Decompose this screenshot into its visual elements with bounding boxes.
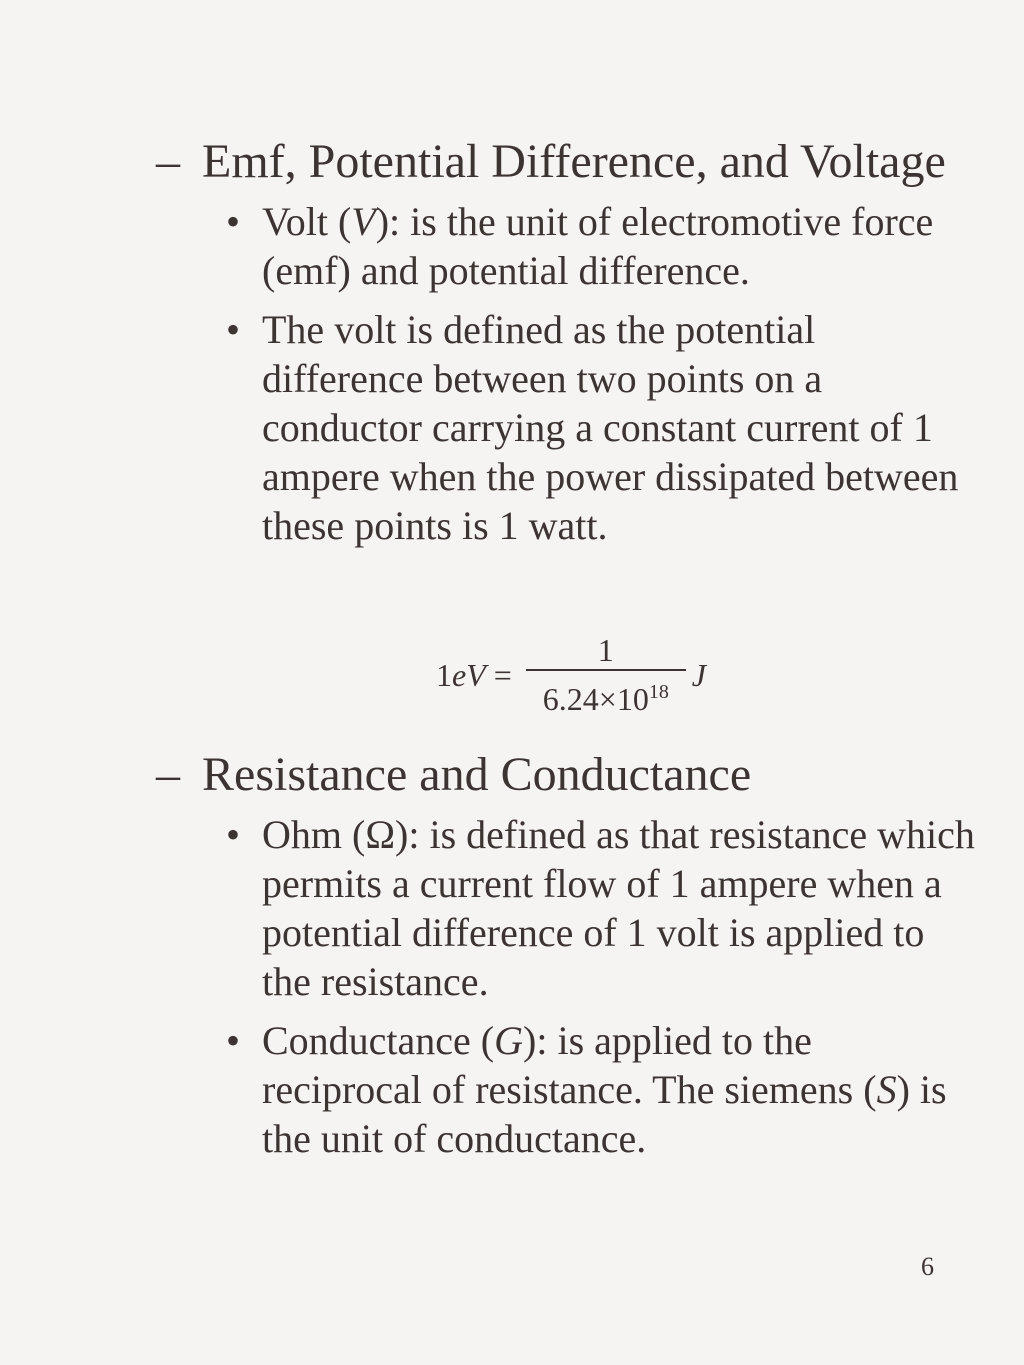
dash-marker: – bbox=[156, 748, 180, 801]
electron-volt-formula bbox=[436, 630, 706, 720]
section-heading bbox=[156, 135, 976, 189]
formula-equals: = bbox=[485, 656, 520, 693]
dash-marker: – bbox=[156, 135, 180, 188]
bullet-dot: • bbox=[226, 307, 241, 352]
section-heading bbox=[156, 748, 976, 802]
bullet-text-mid: ): is applied to the reciprocal of resistance. The siemens ( bbox=[262, 1018, 877, 1112]
bullet-text-post: ): is the unit of electromotive force (emf) and potential difference. bbox=[262, 199, 934, 293]
formula-lhs-unit: eV bbox=[452, 656, 486, 693]
denominator-base: 6.24×10 bbox=[542, 680, 649, 717]
section-resistance-conductance bbox=[156, 748, 976, 1173]
volt-symbol: V bbox=[351, 199, 376, 244]
bullet-ohm-definition bbox=[156, 810, 976, 1006]
bullet-text-pre: Volt ( bbox=[262, 199, 352, 244]
bullet-text-pre: Conductance ( bbox=[262, 1018, 495, 1063]
bullet-text: The volt is defined as the potential difference between two points on a conductor carrying a constant current of 1 ampere when the power dissipated between these points is 1 watt. bbox=[262, 307, 959, 548]
section-emf-voltage bbox=[156, 135, 976, 560]
conductance-symbol: G bbox=[494, 1018, 524, 1063]
denominator-exponent: 18 bbox=[648, 680, 669, 703]
bullet-text-post: ) is the unit of conductance. bbox=[262, 1067, 947, 1161]
bullet-dot: • bbox=[226, 1018, 241, 1063]
formula-numerator: 1 bbox=[597, 631, 614, 668]
formula-fraction bbox=[526, 631, 686, 720]
bullet-list bbox=[156, 197, 976, 550]
heading-text: Resistance and Conductance bbox=[202, 748, 752, 801]
bullet-dot: • bbox=[226, 199, 241, 244]
bullet-list bbox=[156, 810, 976, 1163]
page-number: 6 bbox=[921, 1252, 934, 1281]
bullet-volt-definition bbox=[156, 197, 976, 295]
bullet-volt-explanation bbox=[156, 305, 976, 550]
bullet-dot: • bbox=[226, 812, 241, 857]
heading-text: Emf, Potential Difference, and Voltage bbox=[202, 135, 946, 188]
siemens-symbol: S bbox=[876, 1067, 897, 1112]
formula-rhs-unit: J bbox=[691, 656, 706, 693]
bullet-conductance-definition bbox=[156, 1016, 976, 1163]
formula-lhs-number: 1 bbox=[436, 656, 452, 693]
bullet-text: Ohm (Ω): is defined as that resistance which permits a current flow of 1 ampere when a potential difference of 1 volt is applied to the resistance. bbox=[262, 812, 975, 1004]
formula-denominator bbox=[543, 671, 669, 720]
